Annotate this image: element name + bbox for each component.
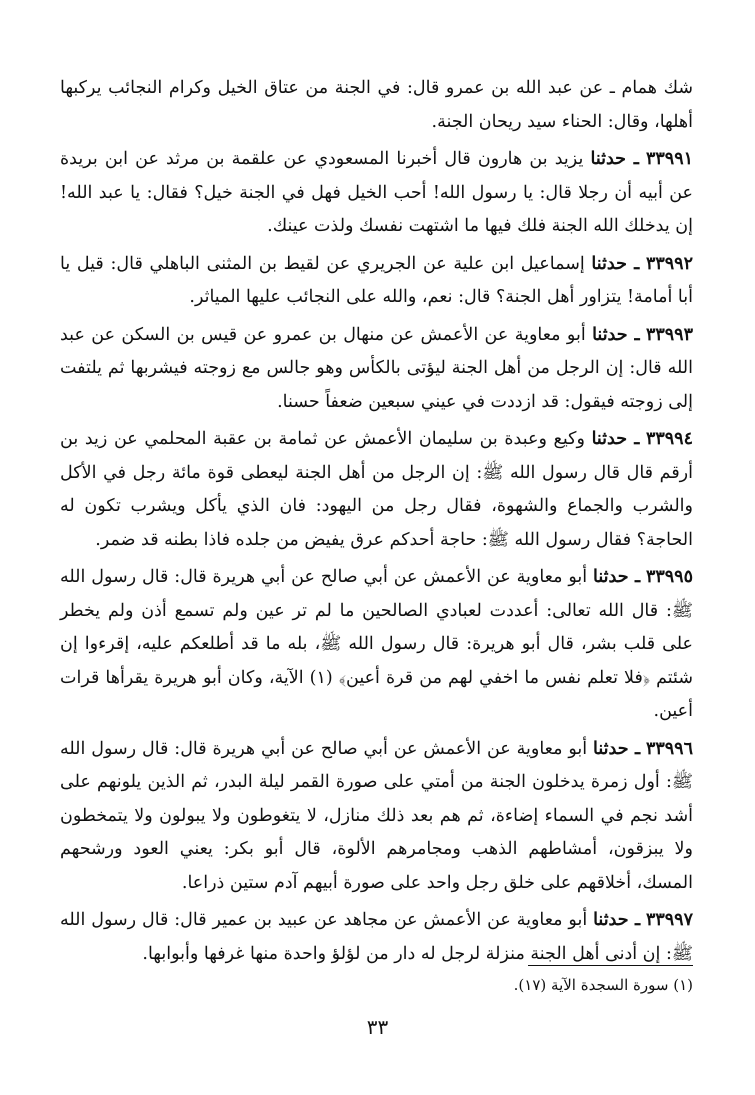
- hadith-33996: [60, 733, 693, 901]
- hadith-lead: ـ حدثنا: [590, 149, 639, 169]
- page-body: [60, 72, 693, 971]
- continuation-paragraph: شك همام ـ عن عبد الله بن عمرو قال: في الجنة من عتاق الخيل وكرام النجائب يركبها أهلها، وقال: الحناء سيد ريحان الجنة.: [60, 78, 693, 132]
- hadith-33992: [60, 248, 693, 315]
- hadith-text: يزيد بن هارون قال أخبرنا المسعودي عن علقمة بن مرثد عن ابن بريدة عن أبيه أن رجلا قال: يا رسول الله! أحب الخيل فهل في الجنة خيل؟ فقال: يا عبد الله! إن يدخلك الله الجنة فلك فيها ما اشتهت نفسك ولذت عينك.: [60, 149, 693, 236]
- hadith-text: أبو معاوية عن الأعمش عن أبي صالح عن أبي هريرة قال: قال رسول الله ﷺ: قال الله تعالى: أعددت لعبادي الصالحين ما لم تر عين ولم تسمع أذن ولم يخطر على قلب بشر، قال أبو هريرة: قال رسول الله ﷺ، بله ما قد أطلعكم عليه، إقرءوا إن شئتم ﴿فلا تعلم نفس ما اخفي لهم من قرة أعين﴾ (١) الآية، وكان أبو هريرة يقرأها قرات أعين.: [60, 567, 693, 721]
- hadith-number: ٣٣٩٩٧: [645, 910, 693, 930]
- hadith-text: أبو معاوية عن الأعمش عن منهال بن عمرو عن قيس بن السكن عن عبد الله قال: إن الرجل من أهل الجنة ليؤتى بالكأس وهو جالس مع زوجته فيشربها ثم يلتفت إلى زوجته فيقول: قد ازددت في عيني سبعين ضعفاً حسنا.: [60, 324, 693, 412]
- hadith-text: أبو معاوية عن الأعمش عن أبي صالح عن أبي هريرة قال: قال رسول الله ﷺ: أول زمرة يدخلون الجنة من أمتي على صورة القمر ليلة البدر، ثم الذين يلونهم على أشد نجم في السماء إضاءة، ثم هم بعد ذلك منازل، لا يتغوطون ولا يبولون ولا يتمخطون ولا يبزقون، أمشاطهم الذهب ومجامرهم الألوة، قال أبو بكر: يعني العود ورشحهم المسك، أخلاقهم على خلق رجل واحد على صورة أبيهم آدم ستين ذراعا.: [60, 738, 693, 893]
- hadith-number: ٣٣٩٩٣: [645, 324, 693, 345]
- hadith-lead: ـ حدثنا: [593, 738, 641, 759]
- hadith-number: ٣٣٩٩٥: [645, 567, 693, 587]
- hadith-lead: ـ حدثنا: [591, 429, 640, 449]
- hadith-number: ٣٣٩٩١: [646, 149, 693, 169]
- footnote: (١) سورة السجدة الآية (١٧).: [513, 976, 693, 994]
- hadith-text: أبو معاوية عن الأعمش عن مجاهد عن عبيد بن عمير قال: قال رسول الله ﷺ: إن أدنى أهل الجنة منزلة لرجل له دار من لؤلؤ واحدة منها غرفها وأبوابها.: [60, 910, 693, 964]
- hadith-number: ٣٣٩٩٤: [645, 429, 693, 449]
- hadith-lead: ـ حدثنا: [593, 567, 641, 587]
- hadith-lead: ـ حدثنا: [593, 910, 641, 930]
- hadith-33994: [60, 423, 693, 557]
- hadith-number: ٣٣٩٩٢: [645, 253, 693, 274]
- hadith-lead: ـ حدثنا: [592, 324, 640, 345]
- footnote-divider: [528, 965, 693, 966]
- page-number: ٣٣: [366, 1015, 389, 1039]
- hadith-text: إسماعيل ابن علية عن الجريري عن لقيط بن المثنى الباهلي قال: قيل يا أبا أمامة! يتزاور أهل الجنة؟ قال: نعم، والله على النجائب عليها المياثر.: [60, 253, 693, 307]
- hadith-33997: [60, 904, 693, 971]
- hadith-number: ٣٣٩٩٦: [645, 738, 693, 759]
- hadith-33995: [60, 561, 693, 729]
- hadith-text: وكيع وعبدة بن سليمان الأعمش عن ثمامة بن عقبة المحلمي عن زيد بن أرقم قال قال رسول الله ﷺ: إن الرجل من أهل الجنة ليعطى قوة مائة رجل في الأكل والشرب والجماع والشهوة، فقال رجل من اليهود: فان الذي يأكل ويشرب تكون له الحاجة؟ فقال رسول الله ﷺ: حاجة أحدكم عرق يفيض من جلده فاذا بطنه قد ضمر.: [60, 429, 693, 550]
- hadith-33993: [60, 319, 693, 420]
- hadith-lead: ـ حدثنا: [591, 253, 640, 274]
- hadith-33991: [60, 143, 693, 244]
